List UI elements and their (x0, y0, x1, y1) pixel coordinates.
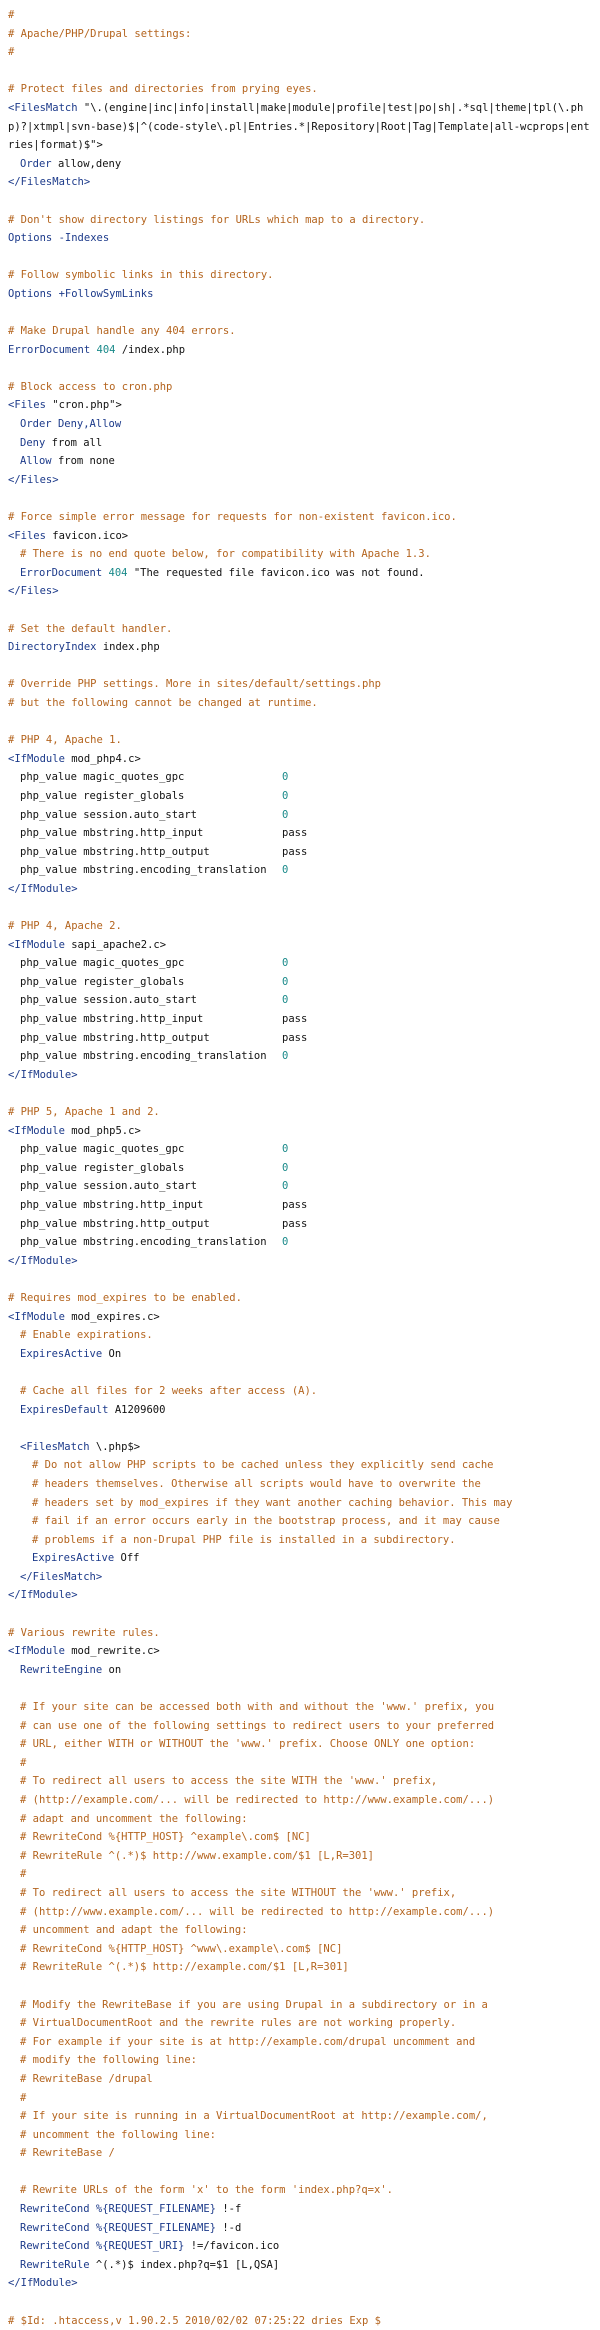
options-indexes-directive: Options -Indexes (8, 232, 110, 245)
php-block-comment: # PHP 4, Apache 1. (8, 734, 122, 747)
php-value-line: php_value mbstring.http_input pass (20, 827, 308, 840)
errordoc-comment: # Make Drupal handle any 404 errors. (8, 325, 236, 338)
php-value-line: php_value register_globals 0 (20, 975, 289, 988)
rewrite-help-comment: # RewriteCond %{HTTP_HOST} ^example\.com$ [NC] (20, 1831, 311, 1844)
blank-line (8, 2293, 594, 2312)
rewrite-help-comment: # URL, either WITH or WITHOUT the 'www.' prefix. Choose ONLY one option: (20, 1738, 476, 1751)
rewrite-help-comment: # (20, 1868, 27, 1881)
files-close-tag: </Files> (8, 585, 59, 598)
dirindex-comment: # Set the default handler. (8, 622, 173, 635)
rewrite-base-comment: # VirtualDocumentRoot and the rewrite rules are not working properly. (20, 2017, 457, 2030)
rewrite-base-comment: # (20, 2091, 27, 2104)
rewrite-cond-directive: RewriteCond %{REQUEST_FILENAME} !-f (20, 2203, 242, 2216)
override-comment: # but the following cannot be changed at runtime. (8, 696, 318, 709)
blank-line (8, 713, 594, 732)
php-value-line: php_value mbstring.encoding_translation 0 (20, 1236, 289, 1249)
rewrite-help-comment: # (20, 1756, 27, 1769)
blank-line (8, 1977, 594, 1996)
ifmodule-close-tag: </IfModule> (8, 1068, 78, 1081)
blank-line (8, 1605, 594, 1624)
php-block-comment: # PHP 4, Apache 2. (8, 920, 122, 933)
blank-line (8, 248, 594, 267)
files-cron-open-tag: <Files "cron.php"> (8, 399, 122, 412)
blank-line (8, 657, 594, 676)
expires-active-directive: ExpiresActive Off (32, 1552, 140, 1565)
rewrite-base-comment: # RewriteBase /drupal (20, 2072, 153, 2085)
errordocument-directive: ErrorDocument 404 "The requested file favicon.ico was not found. (20, 566, 425, 579)
php-value-line: php_value mbstring.http_input pass (20, 1013, 308, 1026)
favicon-inner-comment: # There is no end quote below, for compatibility with Apache 1.3. (20, 548, 431, 561)
files-match-comment: # problems if a non-Drupal PHP file is installed in a subdirectory. (32, 1533, 456, 1546)
blank-line (8, 304, 594, 323)
ifmodule-open-tag: <IfModule mod_php5.c> (8, 1124, 141, 1137)
comment-line: # (8, 9, 15, 21)
expires-comment: # Requires mod_expires to be enabled. (8, 1291, 242, 1304)
rewrite-base-comment: # Modify the RewriteBase if you are using Drupal in a subdirectory or in a (20, 1998, 488, 2011)
blank-line (8, 601, 594, 620)
rewrite-urls-comment: # Rewrite URLs of the form 'x' to the form 'index.php?q=x'. (20, 2184, 393, 2197)
allow-directive: Allow from none (20, 455, 115, 468)
blank-line (8, 489, 594, 508)
php-value-line: php_value session.auto_start 0 (20, 808, 289, 821)
blank-line (8, 62, 594, 81)
php-value-line: php_value mbstring.http_input pass (20, 1199, 308, 1211)
blank-line (8, 359, 594, 378)
indexes-comment: # Don't show directory listings for URLs which map to a directory. (8, 213, 426, 226)
rewrite-rule-directive: RewriteRule ^(.*)$ index.php?q=$1 [L,QSA] (20, 2258, 280, 2271)
rewrite-help-comment: # uncomment and adapt the following: (20, 1924, 248, 1937)
rewrite-help-comment: # RewriteRule ^(.*)$ http://www.example.com/$1 [L,R=301] (20, 1849, 375, 1862)
php-value-line: php_value magic_quotes_gpc 0 (20, 771, 289, 784)
blank-line (8, 1084, 594, 1103)
php-value-line: php_value mbstring.http_output pass (20, 845, 308, 858)
php-value-line: php_value mbstring.http_output pass (20, 1031, 308, 1044)
php-value-line: php_value magic_quotes_gpc 0 (20, 1143, 289, 1156)
rewrite-help-comment: # If your site can be accessed both with and without the 'www.' prefix, you (20, 1701, 495, 1714)
ifmodule-open-tag: <IfModule mod_rewrite.c> (8, 1645, 160, 1658)
rewrite-cond-directive: RewriteCond %{REQUEST_URI} !=/favicon.ico (20, 2240, 280, 2253)
rewrite-base-comment: # For example if your site is at http://example.com/drupal uncomment and (20, 2035, 476, 2048)
footer-id-comment: # $Id: .htaccess,v 1.90.2.5 2010/02/02 07:25:22 dries Exp $ (8, 2314, 381, 2327)
expires-enable-comment: # Enable expirations. (20, 1329, 153, 1342)
ifmodule-close-tag: </IfModule> (8, 2277, 78, 2290)
blank-line (8, 899, 594, 918)
files-close-tag: </Files> (8, 473, 59, 486)
rewrite-base-comment: # If your site is running in a VirtualDocumentRoot at http://example.com/, (20, 2110, 488, 2123)
order-directive: Order Deny,Allow (20, 418, 122, 431)
rewrite-engine-directive: RewriteEngine on (20, 1663, 122, 1676)
php-value-line: php_value session.auto_start 0 (20, 1180, 289, 1193)
files-favicon-open-tag: <Files favicon.ico> (8, 529, 129, 542)
rewrite-base-comment: # modify the following line: (20, 2054, 198, 2067)
comment-line: # Apache/PHP/Drupal settings: (8, 27, 192, 40)
rewrite-help-comment: # can use one of the following settings to redirect users to your preferred (20, 1719, 495, 1732)
rewrite-base-comment: # uncomment the following line: (20, 2128, 216, 2141)
expires-active-directive: ExpiresActive On (20, 1347, 122, 1360)
rewrite-base-comment: # RewriteBase / (20, 2147, 115, 2160)
rewrite-help-comment: # To redirect all users to access the site WITH the 'www.' prefix, (20, 1775, 438, 1788)
files-match-pattern: "\.(engine|inc|info|install|make|module|profile|test|po|sh|.*sql|theme|tpl(\.php)?|xtmpl|svn-base)$|^(code-style\.pl|Entries.*|Repository|Root|Tag|Template|all-wcprops|entries|format)$"> (8, 101, 590, 152)
php-value-line: php_value magic_quotes_gpc 0 (20, 957, 289, 970)
htaccess-code-listing (8, 6, 594, 2330)
php-value-line: php_value mbstring.encoding_translation 0 (20, 1050, 289, 1063)
files-match-php-open-tag: <FilesMatch \.php$> (20, 1440, 141, 1453)
rewrite-comment: # Various rewrite rules. (8, 1626, 160, 1639)
ifmodule-open-tag: <IfModule mod_expires.c> (8, 1310, 160, 1323)
ifmodule-close-tag: </IfModule> (8, 882, 78, 895)
blank-line (8, 1419, 594, 1438)
expires-cache-comment: # Cache all files for 2 weeks after access (A). (20, 1384, 318, 1397)
rewrite-help-comment: # To redirect all users to access the site WITHOUT the 'www.' prefix, (20, 1886, 457, 1899)
override-comment: # Override PHP settings. More in sites/default/settings.php (8, 678, 381, 691)
blank-line (8, 1270, 594, 1289)
files-match-close-tag: </FilesMatch> (8, 176, 91, 189)
files-match-tag: <FilesMatch (8, 101, 78, 114)
ifmodule-close-tag: </IfModule> (8, 1254, 78, 1267)
files-match-open-tag (8, 99, 594, 155)
blank-line (8, 1363, 594, 1382)
php-value-line: php_value session.auto_start 0 (20, 994, 289, 1007)
options-symlinks-directive: Options +FollowSymLinks (8, 287, 154, 300)
blank-line (8, 2163, 594, 2182)
php-value-line: php_value register_globals 0 (20, 789, 289, 802)
rewrite-help-comment: # (http://www.example.com/... will be redirected to http://example.com/...) (20, 1905, 495, 1918)
files-match-comment: # fail if an error occurs early in the bootstrap process, and it may cause (32, 1515, 500, 1528)
comment-line: # (8, 46, 15, 59)
rewrite-help-comment: # RewriteRule ^(.*)$ http://example.com/$1 [L,R=301] (20, 1961, 349, 1974)
blank-line (8, 192, 594, 211)
ifmodule-open-tag: <IfModule mod_php4.c> (8, 752, 141, 765)
directoryindex-directive: DirectoryIndex index.php (8, 641, 160, 654)
favicon-comment: # Force simple error message for requests for non-existent favicon.ico. (8, 511, 457, 524)
blank-line (8, 1679, 594, 1698)
deny-directive: Deny from all (20, 436, 103, 449)
protect-comment: # Protect files and directories from prying eyes. (8, 83, 318, 96)
files-match-comment: # headers themselves. Otherwise all scripts would have to overwrite the (32, 1477, 481, 1490)
ifmodule-close-tag: </IfModule> (8, 1589, 78, 1602)
rewrite-help-comment: # RewriteCond %{HTTP_HOST} ^www\.example\.com$ [NC] (20, 1942, 343, 1955)
files-match-comment: # Do not allow PHP scripts to be cached unless they explicitly send cache (32, 1459, 494, 1472)
rewrite-help-comment: # adapt and uncomment the following: (20, 1812, 248, 1825)
expires-default-directive: ExpiresDefault A1209600 (20, 1403, 166, 1416)
php-value-line: php_value mbstring.http_output pass (20, 1217, 308, 1230)
php-value-line: php_value register_globals 0 (20, 1161, 289, 1174)
php-block-comment: # PHP 5, Apache 1 and 2. (8, 1106, 160, 1119)
files-match-comment: # headers set by mod_expires if they want another caching behavior. This may (32, 1496, 513, 1509)
files-match-close-tag: </FilesMatch> (20, 1570, 103, 1583)
symlinks-comment: # Follow symbolic links in this directory. (8, 269, 274, 282)
order-directive: Order allow,deny (20, 157, 122, 170)
rewrite-help-comment: # (http://example.com/... will be redirected to http://www.example.com/...) (20, 1794, 495, 1806)
ifmodule-open-tag: <IfModule sapi_apache2.c> (8, 938, 167, 951)
rewrite-cond-directive: RewriteCond %{REQUEST_FILENAME} !-d (20, 2221, 242, 2234)
php-value-line: php_value mbstring.encoding_translation 0 (20, 864, 289, 877)
errordocument-directive: ErrorDocument 404 /index.php (8, 343, 186, 356)
cron-comment: # Block access to cron.php (8, 380, 173, 393)
